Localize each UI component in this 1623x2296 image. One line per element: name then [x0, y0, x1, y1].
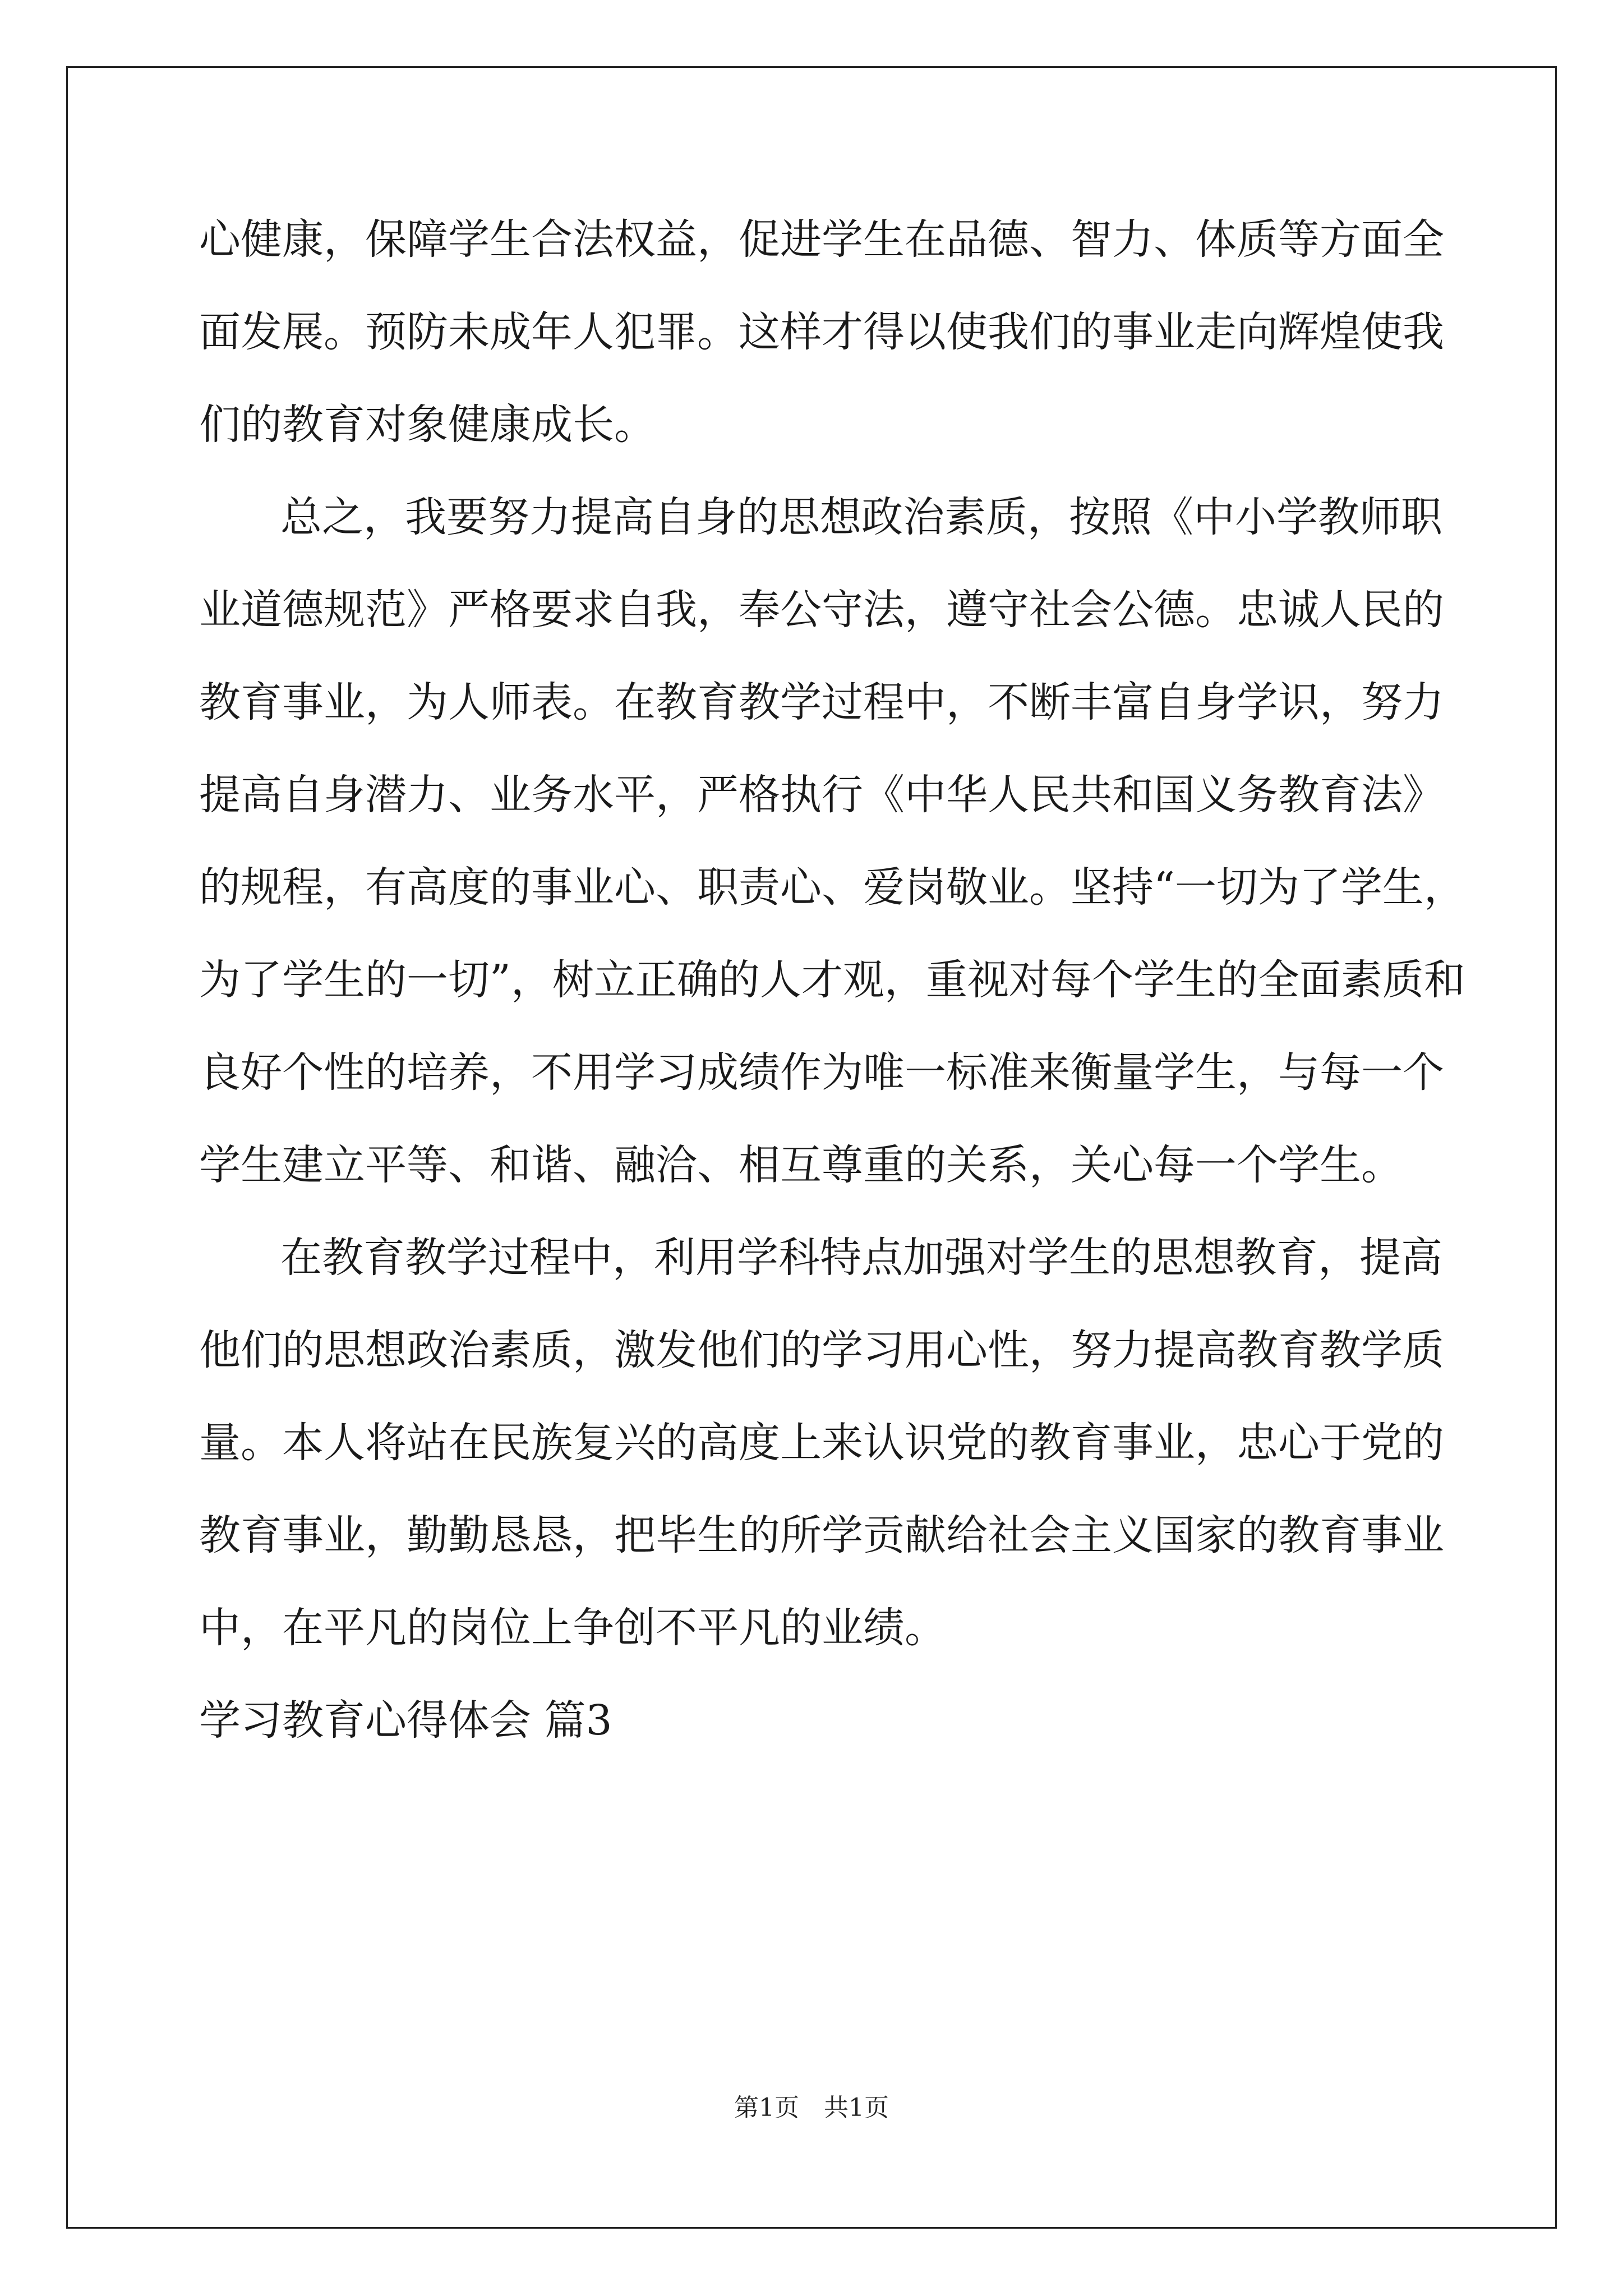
text-line: 良好个性的培养，不用学习成绩作为唯一标准来衡量学生，与每一个 — [199, 1048, 1444, 1097]
text-line: 心健康，保障学生合法权益，促进学生在品德、智力、体质等方面全 — [199, 215, 1444, 264]
text-line: 量。本人将站在民族复兴的高度上来认识党的教育事业，忠心于党的 — [199, 1419, 1444, 1467]
text-line: 教育事业，勤勤恳恳，把毕生的所学贡献给社会主义国家的教育事业 — [199, 1511, 1444, 1559]
page-number-footer: 第1页 共1页 — [734, 2093, 889, 2122]
text-line: 教育事业，为人师表。在教育教学过程中，不断丰富自身学识，努力 — [199, 678, 1444, 726]
text-line: 为了学生的一切”，树立正确的人才观，重视对每个学生的全面素质和 — [199, 956, 1465, 1004]
paragraph-first-line: 总之，我要努力提高自身的思想政治素质，按照《中小学教师职 — [280, 493, 1442, 541]
section-heading: 学习教育心得体会 篇3 — [199, 1696, 612, 1745]
paragraph-first-line: 在教育教学过程中，利用学科特点加强对学生的思想教育，提高 — [280, 1234, 1442, 1282]
text-line: 中，在平凡的岗位上争创不平凡的业绩。 — [199, 1604, 946, 1652]
text-line: 他们的思想政治素质，激发他们的学习用心性，努力提高教育教学质 — [199, 1326, 1444, 1374]
text-line: 面发展。预防未成年人犯罪。这样才得以使我们的事业走向辉煌使我 — [199, 308, 1444, 356]
text-line: 的规程，有高度的事业心、职责心、爱岗敬业。坚持“一切为了学生， — [199, 863, 1465, 912]
text-line: 业道德规范》严格要求自我，奉公守法，遵守社会公德。忠诚人民的 — [199, 586, 1444, 634]
text-line: 学生建立平等、和谐、融洽、相互尊重的关系，关心每一个学生。 — [199, 1141, 1403, 1189]
text-line: 们的教育对象健康成长。 — [199, 401, 656, 449]
text-line: 提高自身潜力、业务水平，严格执行《中华人民共和国义务教育法》 — [199, 771, 1444, 819]
